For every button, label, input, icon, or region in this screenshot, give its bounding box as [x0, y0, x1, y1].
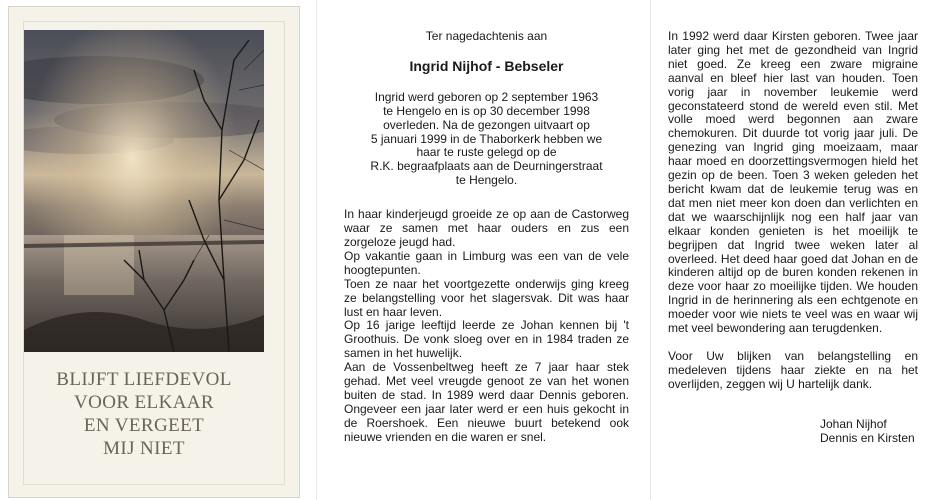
motto-line: BLIJFT LIEFDEVOL — [56, 369, 232, 390]
announcement-line: R.K. begraafplaats aan de Deurningerstraat — [370, 159, 603, 174]
lake-sunset-photo — [24, 30, 264, 352]
biography-paragraph: Toen ze naar het voortgezette onderwijs ging kreeg ze belangstelling voor het slagersvak. Dit was haar lust en haar leven. — [344, 276, 629, 319]
right-column — [668, 30, 918, 445]
biography-paragraph: Aan de Vossenbeltweg heeft ze 7 jaar haar stek gehad. Met veel vreugde genoot ze van het wonen buiten de stad. In 1989 werd daar Dennis geboren. Ongeveer een jaar later werd er een huis gekocht in de Roershoek. Een nieuwe buurt betekend ook nieuwe vrienden en die waren er snel. — [344, 360, 629, 444]
signature-line: Dennis en Kirsten — [820, 430, 915, 445]
motto-line: MIJ NIET — [103, 438, 185, 459]
death-announcement — [344, 91, 629, 188]
biography-paragraph: Op vakantie gaan in Limburg was een van de vele hoogtepunten. — [344, 248, 629, 277]
motto-line: VOOR ELKAAR — [73, 392, 215, 413]
biography-paragraph: Op 16 jarige leeftijd leerde ze Johan kennen bij 't Groothuis. De vonk sloeg over en in 1984 traden ze samen in het huwelijk. — [344, 318, 629, 361]
biography-paragraph: In haar kinderjeugd groeide ze op aan de Castorweg waar ze samen met haar ouders en zus een zorgeloze jeugd had. — [344, 207, 629, 249]
page-fold — [316, 0, 317, 500]
deceased-name: Ingrid Nijhof - Bebseler — [409, 57, 564, 74]
biography-paragraph: In 1992 werd daar Kirsten geboren. Twee jaar later ging het met de gezondheid van Ingrid niet goed. Ze kreeg een zware migraine aanval en bleef hier last van houden. Toen vorig jaar in november leukemie werd geconstateerd stond de wereld even stil. Met volle moed werd begonnen aan zware chemokuren. Dit duurde tot vorig jaar juli. De genezing van Ingrid ging moeizaam, maar haar moed en doorzettingsvermogen hield het gezin op de been. Toen 3 weken geleden het bericht kwam dat de leukemie terug was en dat men niet meer kon doen dan verlichten en dat we waarschijnlijk nog een half jaar van elkaar konden genieten is het moeilijk te begrijpen dat Ingrid twee weken later al overleed. Het deed haar goed dat Johan en de kinderen altijd op de buren konden rekenen in deze voor haar zo moeilijke tijden. We houden Ingrid in de herinnering als een echtgenote en moeder voor wie niets te veel was en waar wij met veel bewondering aan terugdenken. — [668, 29, 918, 336]
photo-illustration — [24, 30, 264, 352]
page-fold — [650, 0, 651, 500]
announcement-line: 5 januari 1999 in de Thaborkerk hebben we — [370, 131, 603, 146]
motto-line: EN VERGEET — [83, 415, 205, 436]
announcement-line: te Hengelo en is op 30 december 1998 — [383, 103, 590, 118]
announcement-line: haar te ruste gelegd op de — [416, 145, 557, 160]
middle-column — [344, 30, 629, 445]
announcement-line: Ingrid werd geboren op 2 september 1963 — [374, 89, 599, 104]
signature — [668, 418, 918, 446]
thanks-paragraph: Voor Uw blijken van belangstelling en medeleven tijdens haar ziekte en na het overlijden, zeggen wij U hartelijk dank. — [668, 348, 918, 391]
announcement-line: te Hengelo. — [455, 173, 518, 188]
intro-text: Ter nagedachtenis aan — [425, 29, 548, 43]
memorial-motto — [24, 368, 264, 460]
announcement-line: overleden. Na de gezongen uitvaart op — [383, 117, 590, 132]
signature-line: Johan Nijhof — [820, 416, 887, 431]
